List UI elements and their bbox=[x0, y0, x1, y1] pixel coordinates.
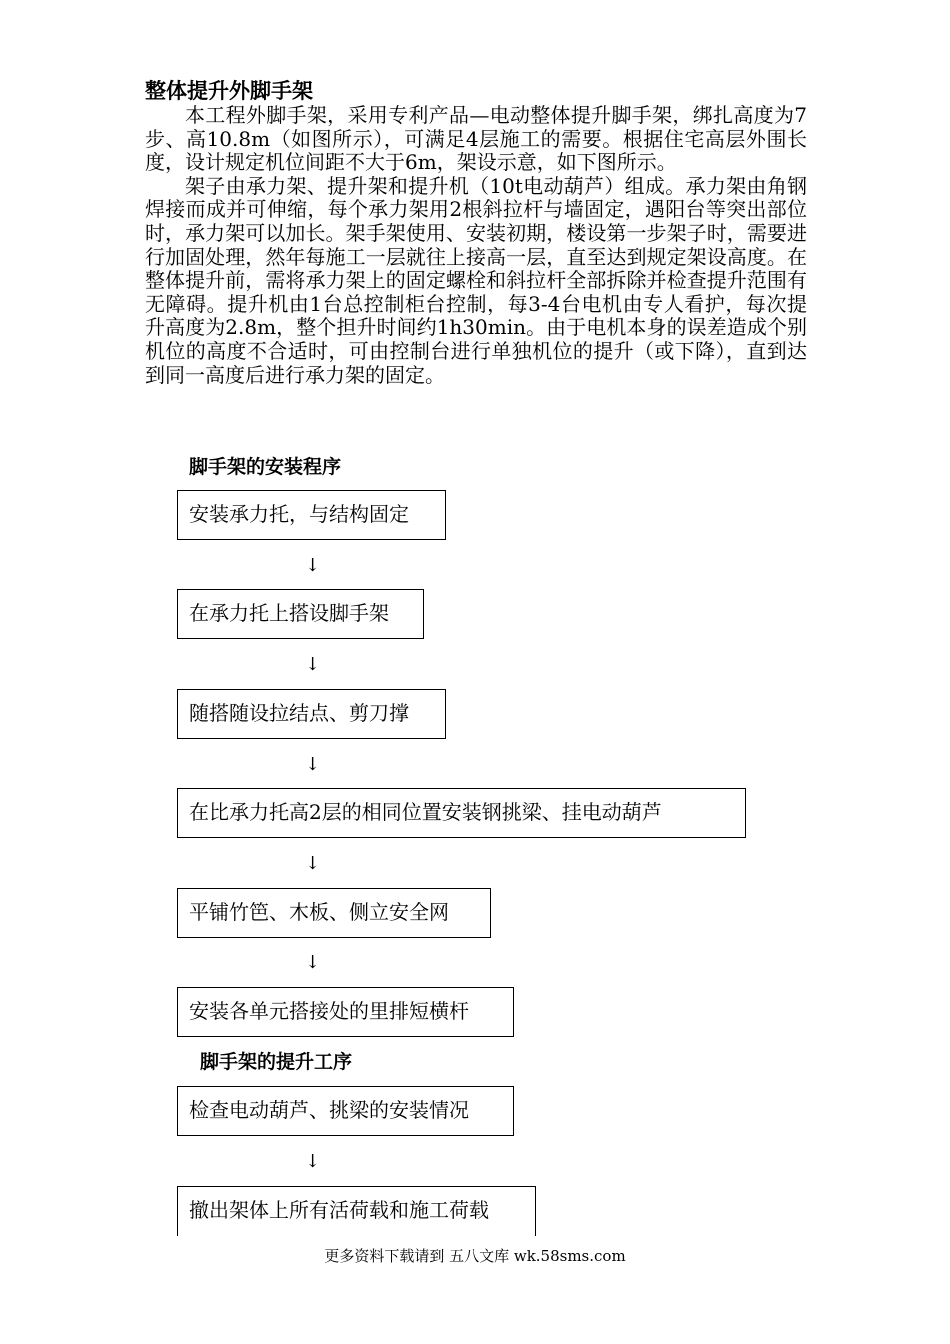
install-procedure-heading: 脚手架的安装程序 bbox=[189, 456, 342, 478]
paragraph-2: 架子由承力架、提升架和提升机（10t电动葫芦）组成。承力架由角钢焊接而成并可伸缩，每个承力架用2根斜拉杆与墙固定，遇阳台等突出部位时，承力架可以加长。架手架使用、安装初期，楼设第一步架子时，需要进行加固处理，然年每施工一层就往上接高一层，直至达到规定架设高度。在整体提升前，需将承力架上的固定螺栓和斜拉杆全部拆除并检查提升范围有无障碍。提升机由1台总控制柜台控制，每3-4台电机由专人看护，每次提升高度为2.8m，整个担升时间约1h30min。由于电机本身的误差造成个别机位的高度不合适时，可由控制台进行单独机位的提升（或下降），直到达到同一高度后进行承力架的固定。 bbox=[145, 173, 807, 387]
install-step-3-label: 随搭随设拉结点、剪刀撑 bbox=[189, 701, 409, 725]
install-step-5 bbox=[177, 888, 491, 938]
lift-step-1-label: 检查电动葫芦、挑梁的安装情况 bbox=[189, 1098, 469, 1122]
lift-step-2 bbox=[177, 1186, 536, 1236]
install-step-6 bbox=[177, 987, 514, 1037]
install-step-2-label: 在承力托上搭设脚手架 bbox=[189, 601, 389, 625]
lift-step-2-label: 撤出架体上所有活荷载和施工荷载 bbox=[189, 1198, 489, 1222]
footer-text: 更多资料下载请到 五八文库 wk.58sms.com bbox=[324, 1247, 626, 1265]
flow-arrow-1: ↓ bbox=[305, 555, 321, 576]
install-step-3 bbox=[177, 689, 446, 739]
install-step-5-label: 平铺竹笆、木板、侧立安全网 bbox=[189, 900, 449, 924]
flow-arrow-3: ↓ bbox=[305, 754, 321, 775]
paragraph-1: 本工程外脚手架，采用专利产品—电动整体提升脚手架，绑扎高度为7步、高10.8m（如图所示），可满足4层施工的需要。根据住宅高层外围长度，设计规定机位间距不大于6m，架设示意，如下图所示。 bbox=[145, 103, 807, 175]
flow-arrow-6: ↓ bbox=[305, 1151, 321, 1172]
lift-procedure-heading: 脚手架的提升工序 bbox=[200, 1051, 353, 1073]
install-step-4-label: 在比承力托高2层的相同位置安装钢挑梁、挂电动葫芦 bbox=[189, 800, 662, 824]
flow-arrow-5: ↓ bbox=[305, 952, 321, 973]
install-step-2 bbox=[177, 589, 424, 639]
install-step-4 bbox=[177, 788, 746, 838]
install-step-1 bbox=[177, 490, 446, 540]
lift-step-1 bbox=[177, 1086, 514, 1136]
flow-arrow-2: ↓ bbox=[305, 654, 321, 675]
install-step-1-label: 安装承力托，与结构固定 bbox=[189, 502, 409, 526]
install-step-6-label: 安装各单元搭接处的里排短横杆 bbox=[189, 999, 469, 1023]
document-title: 整体提升外脚手架 bbox=[145, 79, 313, 103]
flow-arrow-4: ↓ bbox=[305, 853, 321, 874]
body-text bbox=[145, 104, 807, 387]
